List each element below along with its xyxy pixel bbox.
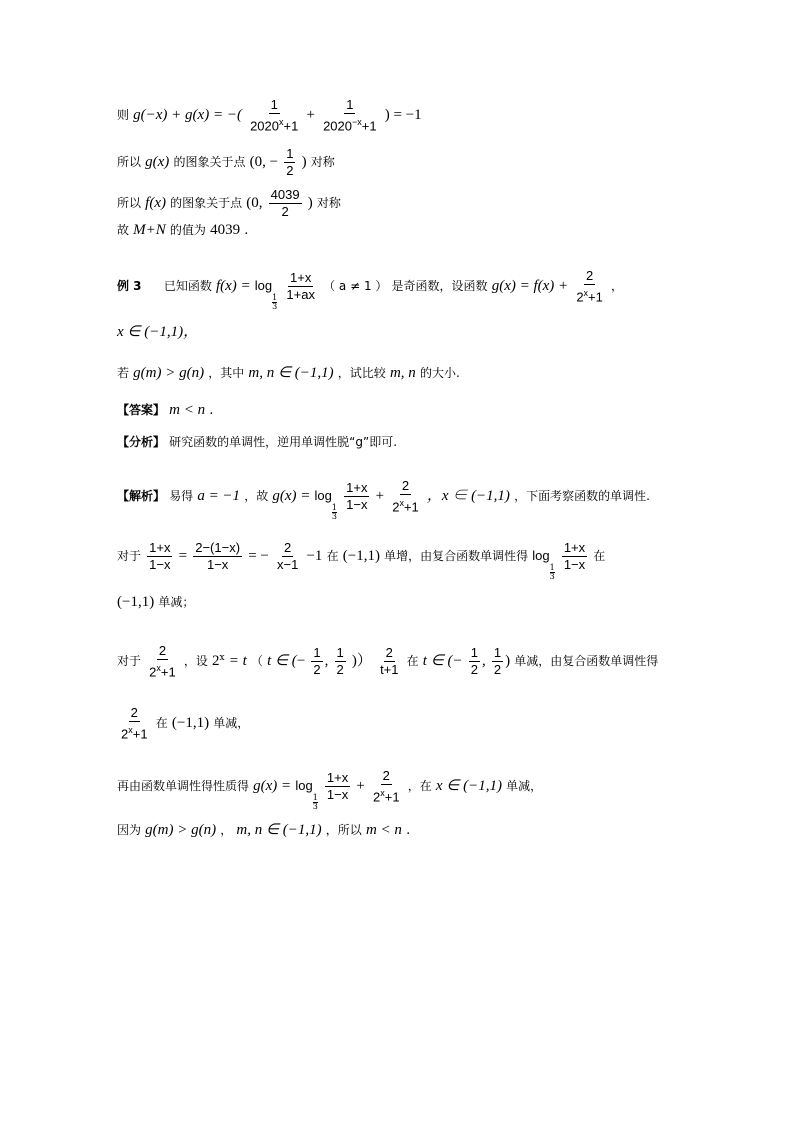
math: m, n ∈ (−1,1) — [236, 822, 322, 838]
text: 的图象关于点 — [170, 196, 243, 210]
text: ，下面考察函数的单调性. — [514, 489, 650, 504]
example-3-statement — [117, 268, 623, 311]
denominator: 2 — [286, 163, 294, 178]
denominator: t+1 — [380, 662, 399, 678]
fraction — [275, 540, 300, 573]
text: 单减； — [158, 595, 195, 609]
den-tail: +1 — [588, 289, 603, 305]
math: + — [356, 778, 365, 795]
text: 则 — [117, 108, 130, 123]
solution-line-7 — [117, 820, 410, 841]
log-operator: log — [254, 278, 273, 294]
den-exp: x — [583, 288, 589, 298]
text: 已知函数 — [163, 279, 212, 294]
line-sum-identity — [117, 97, 422, 134]
denominator: x−1 — [277, 557, 299, 572]
den-tail: +1 — [160, 664, 176, 680]
base-den: 3 — [549, 572, 555, 581]
log-operator: log — [532, 548, 550, 563]
base-num: 1 — [331, 503, 337, 513]
solution-line-2 — [117, 540, 605, 581]
fraction — [344, 480, 369, 513]
text: 对称 — [316, 196, 341, 210]
numerator: 1 — [470, 645, 479, 661]
denominator — [119, 722, 150, 742]
fraction — [147, 540, 172, 573]
numerator: 2 — [401, 478, 410, 493]
text: 所以 — [117, 155, 142, 169]
den-tail: +1 — [283, 118, 299, 134]
den-exp: x — [380, 788, 385, 798]
denominator: 1+ax — [286, 287, 315, 303]
solution-line-6 — [117, 768, 542, 811]
fraction — [193, 540, 242, 573]
log-base — [272, 294, 277, 311]
denominator — [321, 114, 379, 134]
math: g(m) > g(n) — [133, 365, 205, 381]
text: ，试比较 — [337, 366, 386, 380]
den-base: 2 — [149, 664, 157, 680]
text: . — [244, 223, 249, 238]
text: 研究函数的单调性，逆用单调性脱“g”即可. — [169, 435, 398, 449]
denominator — [574, 285, 605, 305]
text: . — [209, 403, 214, 418]
math: m, n — [389, 365, 416, 381]
text: 对于 — [117, 549, 142, 563]
math: ) = −1 — [384, 107, 422, 124]
math: x ∈ (−1,1) — [435, 778, 502, 795]
fraction — [574, 268, 605, 305]
text: 因为 — [117, 823, 142, 837]
numerator: 1 — [336, 645, 344, 661]
math: m, n ∈ (−1,1) — [248, 365, 334, 381]
numerator: 2 — [382, 768, 390, 783]
text: ，其中 — [208, 366, 245, 380]
line-conclusion — [117, 220, 248, 241]
answer-line — [117, 400, 213, 421]
log-base — [313, 794, 318, 811]
text: 再由函数单调性得性质得 — [117, 779, 250, 794]
text: 的大小. — [419, 366, 460, 380]
text: （ — [250, 654, 263, 669]
text: 单减， — [213, 716, 250, 731]
den-tail: +1 — [361, 118, 377, 134]
text: 易得 — [169, 489, 194, 504]
numerator: 1 — [286, 146, 294, 161]
fraction — [492, 645, 503, 678]
line-symmetry-f — [117, 187, 341, 220]
text: 在 — [155, 716, 168, 731]
den-base: 2 — [392, 499, 400, 515]
analysis-label: 【分析】 — [117, 435, 166, 449]
denominator — [248, 114, 300, 134]
denominator: 2 — [470, 662, 479, 678]
numerator: 2 — [385, 645, 393, 661]
example-3-domain — [117, 322, 198, 343]
base-num: 1 — [549, 563, 555, 572]
text: 若 — [117, 366, 130, 380]
fraction — [147, 643, 178, 680]
math: g(x) = f(x) + — [491, 278, 569, 295]
denominator — [147, 660, 178, 680]
text: 是奇函数，设函数 — [391, 279, 488, 294]
den-tail: +1 — [132, 726, 148, 742]
text: ，在 — [407, 779, 432, 794]
den-base: 2 — [576, 289, 584, 305]
numerator: 1+x — [346, 480, 368, 496]
math: (0, — [246, 195, 263, 211]
math: −1 — [306, 548, 323, 564]
den-base: 2 — [373, 789, 381, 805]
fraction — [119, 705, 150, 742]
base-num: 1 — [312, 793, 318, 803]
denominator: 1−x — [326, 787, 349, 803]
numerator: 1+x — [149, 540, 171, 555]
text: （ a ≠ 1 ） — [323, 279, 388, 294]
text: 单增，由复合函数单调性得 — [384, 549, 529, 563]
math: g(x) = — [253, 778, 292, 795]
fraction — [284, 270, 317, 303]
fraction — [248, 97, 300, 134]
math: x ∈ (−1,1)， — [117, 324, 199, 340]
fraction — [378, 645, 400, 678]
math: g(m) > g(n) — [145, 822, 217, 838]
numerator: 2 — [585, 268, 594, 283]
solution-line-1 — [117, 478, 650, 521]
den-base: 2020 — [323, 118, 352, 134]
fraction — [325, 770, 350, 803]
text: 在 — [326, 549, 339, 563]
numerator: 2−(1−x) — [195, 540, 241, 555]
text: 的图象关于点 — [173, 155, 246, 169]
log-operator: log — [295, 778, 313, 794]
numerator: 1+x — [326, 770, 349, 786]
log-base — [332, 504, 337, 521]
numerator: 4039 — [270, 187, 300, 202]
base-den: 3 — [312, 802, 318, 812]
text: 对于 — [117, 654, 142, 669]
math: g(x) — [145, 154, 170, 170]
fraction — [562, 540, 587, 573]
fraction — [284, 146, 295, 179]
text: 的值为 — [169, 223, 206, 237]
math: ) — [307, 195, 313, 211]
analysis-line — [117, 432, 397, 453]
math: = − — [248, 548, 269, 564]
solution-line-4: 对于 $\frac{2}{2^x+1}$ ，设 2$^x$ = t （ t ∈ (− $\frac{1}{2}$ , $\frac{1}{2}$ )） $\frac{2}{t+1}$ 在 t ∈ (− $\frac{1}{2}$ , $\frac{1}{2}$ ) 单减，由复合函数单调性得 — [117, 643, 659, 680]
text: 对称 — [310, 155, 335, 169]
log-operator: log — [314, 488, 332, 504]
fraction — [390, 478, 421, 515]
math: 2 — [212, 653, 220, 670]
text: 单减，由复合函数单调性得 — [514, 654, 659, 669]
solution-line-5 — [117, 705, 249, 742]
numerator: 1 — [346, 97, 354, 112]
fraction — [335, 645, 346, 678]
math: t ∈ (− — [422, 653, 463, 670]
math: g(x) = — [272, 488, 311, 505]
denominator: 1−x — [149, 557, 171, 572]
math-exp: x — [219, 652, 225, 663]
denominator: 2 — [281, 204, 289, 219]
math: = t — [228, 653, 247, 670]
text: . — [406, 823, 411, 838]
text: 在 — [406, 654, 419, 669]
fraction — [469, 645, 480, 678]
fraction — [311, 645, 322, 678]
math: (−1,1) — [342, 548, 380, 564]
text: ，设 — [183, 654, 208, 669]
text: ，故 — [244, 489, 269, 504]
denominator: 1−x — [206, 557, 229, 572]
math: = — [178, 548, 188, 564]
numerator: 1 — [313, 645, 321, 661]
text: 在 — [593, 549, 606, 563]
math: (−1,1) — [117, 594, 155, 610]
example-label: 例 3 — [117, 279, 142, 294]
den-tail: +1 — [384, 789, 400, 805]
den-exp: x — [128, 725, 133, 735]
math: a = −1 — [197, 488, 241, 505]
math: m < n — [169, 402, 206, 418]
denominator: 2 — [336, 662, 344, 678]
numerator: 2 — [158, 643, 167, 658]
math: + — [375, 488, 385, 505]
log-base — [550, 564, 555, 581]
example-3-question — [117, 363, 460, 384]
math: (−1,1) — [171, 715, 210, 732]
text: 所以 — [117, 196, 142, 210]
den-base: 2 — [121, 726, 129, 742]
math: f(x) = — [215, 278, 251, 295]
den-exp: x — [156, 663, 161, 673]
denominator: 2 — [313, 662, 321, 678]
math: 4039 — [210, 222, 241, 238]
text: ， — [611, 279, 624, 294]
text: ， — [220, 823, 233, 837]
denominator — [390, 495, 421, 515]
text: ，所以 — [325, 823, 362, 837]
den-exp: −x — [352, 117, 362, 127]
math: ) — [301, 154, 307, 170]
den-tail: +1 — [403, 499, 419, 515]
text: 单减， — [506, 779, 543, 794]
fraction — [321, 97, 379, 134]
den-exp: x — [279, 117, 284, 127]
numerator: 2 — [284, 540, 292, 555]
math: t ∈ ( — [267, 653, 297, 670]
numerator: 2 — [130, 705, 138, 720]
den-base: 2020 — [250, 118, 279, 134]
denominator — [371, 785, 402, 805]
numerator: 1+x — [563, 540, 586, 555]
text: 故 — [117, 223, 130, 237]
math: g(−x) + g(x) = −( — [133, 107, 242, 124]
solution-label: 【解析】 — [117, 489, 166, 504]
solution-line-3 — [117, 592, 194, 613]
fraction — [269, 187, 302, 220]
base-num: 1 — [272, 293, 278, 303]
fraction — [371, 768, 402, 805]
math: M+N — [133, 222, 166, 238]
denominator: 1−x — [563, 557, 586, 572]
den-exp: x — [399, 498, 404, 508]
math: + — [306, 107, 315, 124]
numerator: 1+x — [290, 270, 312, 286]
math: (0, − — [249, 154, 279, 170]
numerator: 1 — [270, 97, 278, 112]
math: )） — [351, 653, 372, 670]
line-symmetry-g — [117, 146, 335, 179]
math: m < n — [365, 822, 402, 838]
math: f(x) — [145, 195, 166, 211]
base-den: 3 — [331, 512, 337, 522]
base-den: 3 — [272, 302, 278, 312]
numerator: 1 — [493, 645, 502, 661]
denominator: 2 — [493, 662, 502, 678]
math: ，x ∈ (−1,1) — [426, 488, 510, 505]
denominator: 1−x — [346, 497, 368, 513]
answer-label: 【答案】 — [117, 403, 166, 417]
